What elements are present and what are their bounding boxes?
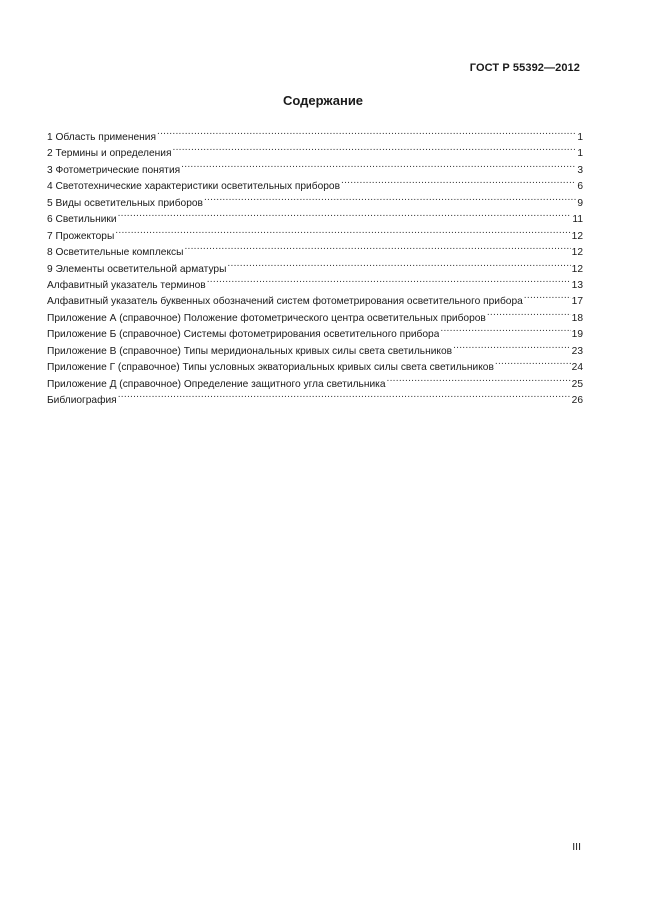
toc-entry-page: 12 [571,263,583,275]
toc-entry-page: 11 [572,214,583,226]
toc-entry-label: Алфавитный указатель буквенных обозначений систем фотометрирования осветительного прибора [47,296,523,308]
toc-dot-leader [226,256,570,272]
toc-entry[interactable] [47,223,583,242]
toc-entry-label: Приложение А (справочное) Положение фотометрического центра осветительных приборов [47,312,486,324]
toc-dot-leader [523,288,571,304]
toc-dot-leader [386,371,571,387]
toc-entry-page: 25 [571,378,583,390]
toc-entry-page: 3 [577,164,583,176]
toc-entry-page: 18 [571,312,583,324]
toc-dot-leader [203,190,576,206]
toc-entry-page: 24 [571,362,583,374]
toc-entry-label: 6 Светильники [47,214,117,226]
toc-entry[interactable] [47,206,583,226]
toc-entry-page: 26 [571,395,583,406]
toc-dot-leader [171,140,576,156]
toc-entry-label: Библиография [47,395,117,406]
toc-entry-page: 6 [577,181,583,193]
toc-entry-page: 13 [571,279,583,291]
toc-dot-leader [117,387,571,403]
toc-entry-label: Приложение Б (справочное) Системы фотометрирования осветительного прибора [47,329,440,341]
toc-dot-leader [494,354,571,370]
toc-entry-label: Приложение Г (справочное) Типы условных экваториальных кривых силы света светильников [47,362,494,374]
toc-title: Содержание [282,93,364,108]
toc-entry-page: 12 [571,247,583,259]
toc-entry-page: 12 [571,230,583,242]
toc-dot-leader [183,239,570,255]
toc-entry[interactable] [47,124,583,143]
toc-dot-leader [439,321,570,337]
standard-designation: ГОСТ Р 55392—2012 [469,62,580,74]
toc-dot-leader [340,173,576,189]
toc-entry-page: 1 [577,148,583,160]
toc-entry-label: 8 Осветительные комплексы [47,247,184,259]
toc-dot-leader [117,206,572,222]
toc-entry-page: 1 [577,132,583,143]
toc-entry-label: 3 Фотометрические понятия [47,164,181,176]
toc-entry-label: Алфавитный указатель терминов [47,279,206,291]
toc-dot-leader [180,157,576,173]
toc-dot-leader [452,338,571,354]
toc-entry-label: 5 Виды осветительных приборов [47,197,203,209]
toc-entry-page: 23 [571,345,583,357]
toc-entry-label: 2 Термины и определения [47,148,172,160]
toc-entry-label: 7 Прожекторы [47,230,115,242]
toc-entry-page: 17 [571,296,583,308]
toc-entry-label: Приложение В (справочное) Типы меридиональных кривых силы света светильников [47,345,453,357]
toc-dot-leader [206,272,571,288]
toc-entry[interactable] [47,387,583,406]
page-number: III [572,841,581,853]
toc-entry-label: 1 Область применения [47,132,156,143]
toc-entry-label: 9 Элементы осветительной арматуры [47,263,227,275]
toc-entry[interactable] [47,239,583,259]
toc-entry-label: Приложение Д (справочное) Определение защитного угла светильника [47,378,386,390]
table-of-contents [47,124,583,406]
toc-entry-label: 4 Светотехнические характеристики осветительных приборов [47,181,340,193]
toc-entry-page: 9 [577,197,583,209]
toc-dot-leader [156,124,576,140]
toc-dot-leader [486,305,571,321]
toc-dot-leader [114,223,570,239]
toc-entry-page: 19 [571,329,583,341]
